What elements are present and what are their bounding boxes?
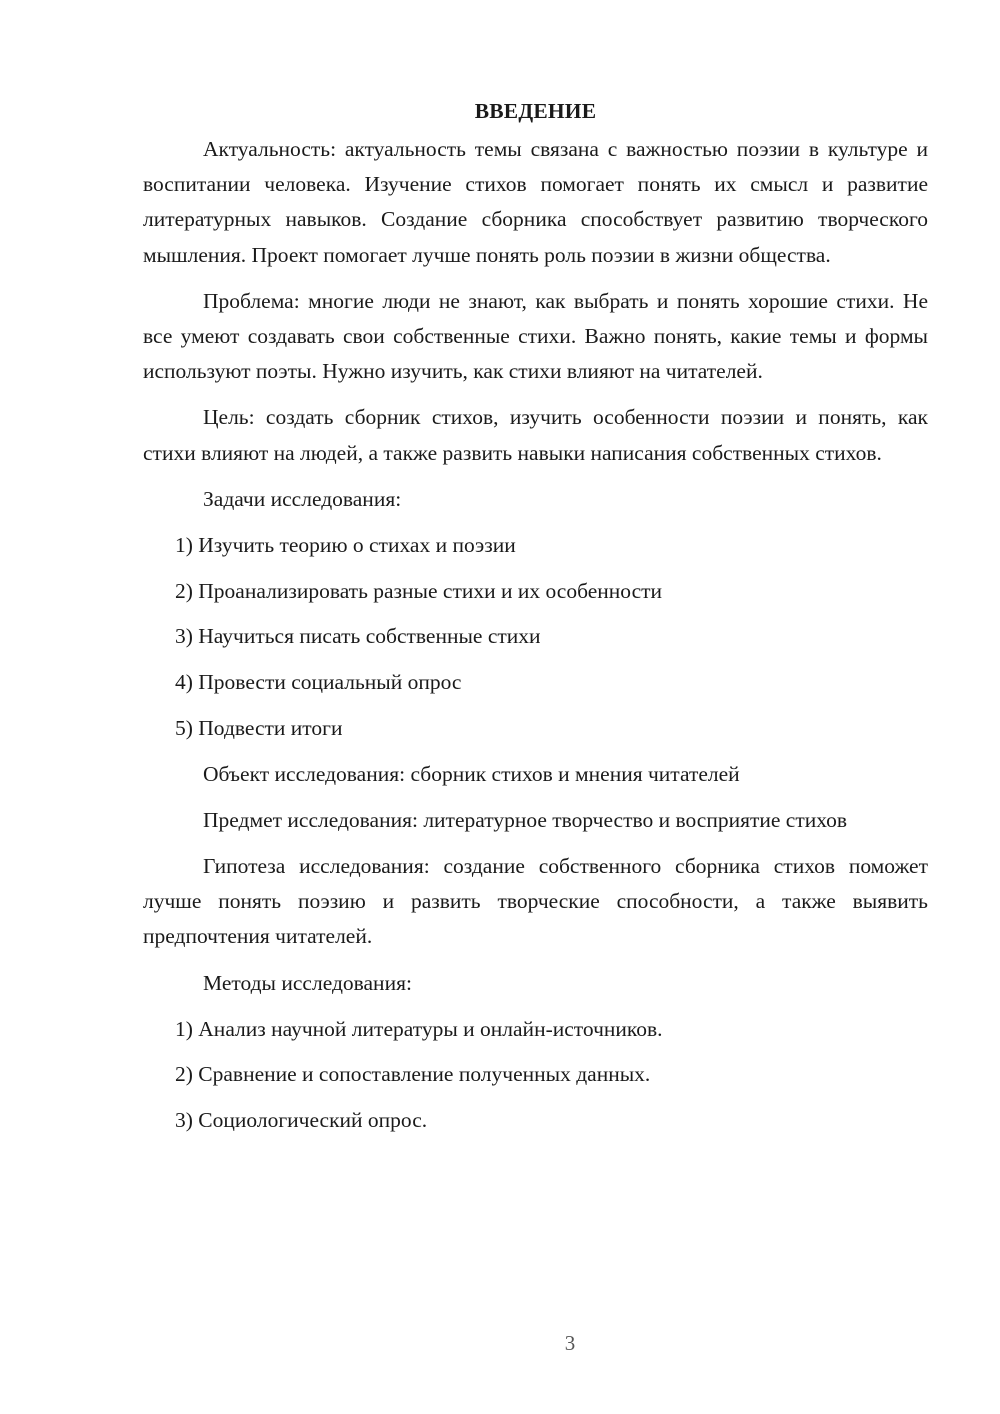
tasks-list: [143, 528, 928, 746]
subject-paragraph: Предмет исследования: литературное творчество и восприятие стихов: [203, 807, 848, 832]
problem-paragraph: Проблема: многие люди не знают, как выбрать и понять хорошие стихи. Не все умеют создавать свои собственные стихи. Важно понять, какие темы и формы используют поэты. Нужно изучить, как стихи влияют на читателей.: [143, 288, 928, 384]
list-item: 2) Сравнение и сопоставление полученных данных.: [175, 1062, 651, 1087]
relevance-paragraph: Актуальность: актуальность темы связана с важностью поэзии в культуре и воспитании человека. Изучение стихов помогает понять их смысл и развитие литературных навыков. Создание сборника способствует развитию творческого мышления. Проект помогает лучше понять роль поэзии в жизни общества.: [143, 137, 928, 267]
list-item: 3) Социологический опрос.: [175, 1108, 428, 1133]
list-item: 3) Научиться писать собственные стихи: [175, 624, 541, 649]
hypothesis-paragraph: Гипотеза исследования: создание собственного сборника стихов поможет лучше понять поэзию и развить творческие способности, а также выявить предпочтения читателей.: [143, 853, 928, 949]
list-item: 4) Провести социальный опрос: [175, 670, 462, 695]
page-content: [143, 96, 928, 1149]
page-heading: ВВЕДЕНИЕ: [474, 99, 597, 123]
list-item: 2) Проанализировать разные стихи и их особенности: [175, 578, 663, 603]
object-paragraph: Объект исследования: сборник стихов и мнения читателей: [203, 761, 740, 786]
page-number: 3: [564, 1331, 576, 1355]
methods-title: Методы исследования:: [203, 970, 412, 995]
list-item: 5) Подвести итоги: [175, 715, 343, 740]
list-item: 1) Анализ научной литературы и онлайн-источников.: [175, 1016, 663, 1041]
methods-list: [143, 1012, 928, 1139]
tasks-title: Задачи исследования:: [203, 486, 402, 511]
goal-paragraph: Цель: создать сборник стихов, изучить особенности поэзии и понять, как стихи влияют на людей, а также развить навыки написания собственных стихов.: [143, 405, 928, 465]
list-item: 1) Изучить теорию о стихах и поэзии: [175, 533, 516, 558]
